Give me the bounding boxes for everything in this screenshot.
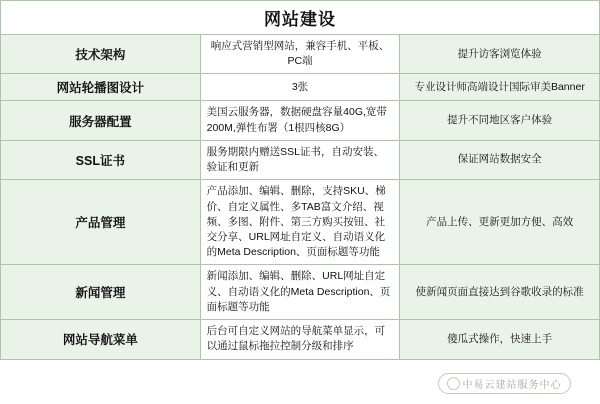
row-benefit: 产品上传、更新更加方便、高效 <box>400 180 600 265</box>
row-description: 3张 <box>200 74 400 101</box>
row-description: 产品添加、编辑、删除，支持SKU、梯价、自定义属性、多TAB富文介绍、视频、多图、附件、第三方购买按钮、社交分享、URL网址自定义、自动语义化的Meta Description、页面标题等功能 <box>200 180 400 265</box>
row-label: 技术架构 <box>1 35 201 74</box>
watermark-badge <box>438 373 571 394</box>
row-label: 新闻管理 <box>1 265 201 320</box>
row-description: 响应式营销型网站，兼容手机、平板、PC端 <box>200 35 400 74</box>
watermark <box>416 368 592 398</box>
row-description: 后台可自定义网站的导航菜单显示，可以通过鼠标拖拉控制分级和排序 <box>200 320 400 359</box>
row-benefit: 提升访客浏览体验 <box>400 35 600 74</box>
title-row <box>1 1 600 35</box>
row-description: 美国云服务器，数据硬盘容量40G,宽带200M,弹性布署（1根四核8G） <box>200 101 400 140</box>
table-row <box>1 320 600 359</box>
table-row <box>1 140 600 179</box>
row-label: 产品管理 <box>1 180 201 265</box>
table-row <box>1 35 600 74</box>
row-label: 网站轮播图设计 <box>1 74 201 101</box>
row-label: SSL证书 <box>1 140 201 179</box>
table-row <box>1 101 600 140</box>
row-benefit: 专业设计师高端设计国际审美Banner <box>400 74 600 101</box>
row-label: 网站导航菜单 <box>1 320 201 359</box>
row-description: 服务期限内赠送SSL证书，自动安装、验证和更新 <box>200 140 400 179</box>
page-title: 网站建设 <box>1 1 600 35</box>
row-benefit: 保证网站数据安全 <box>400 140 600 179</box>
table-body <box>1 1 600 360</box>
row-description: 新闻添加、编辑、删除、URL网址自定义、自动语义化的Meta Description、页面标题等功能 <box>200 265 400 320</box>
row-benefit: 使新闻页面直接达到谷歌收录的标准 <box>400 265 600 320</box>
logo-icon <box>447 377 460 390</box>
watermark-text: 中易云建站服务中心 <box>462 379 562 391</box>
table-row <box>1 74 600 101</box>
row-label: 服务器配置 <box>1 101 201 140</box>
table-row <box>1 180 600 265</box>
table-row <box>1 265 600 320</box>
row-benefit: 提升不同地区客户体验 <box>400 101 600 140</box>
row-benefit: 傻瓜式操作，快速上手 <box>400 320 600 359</box>
